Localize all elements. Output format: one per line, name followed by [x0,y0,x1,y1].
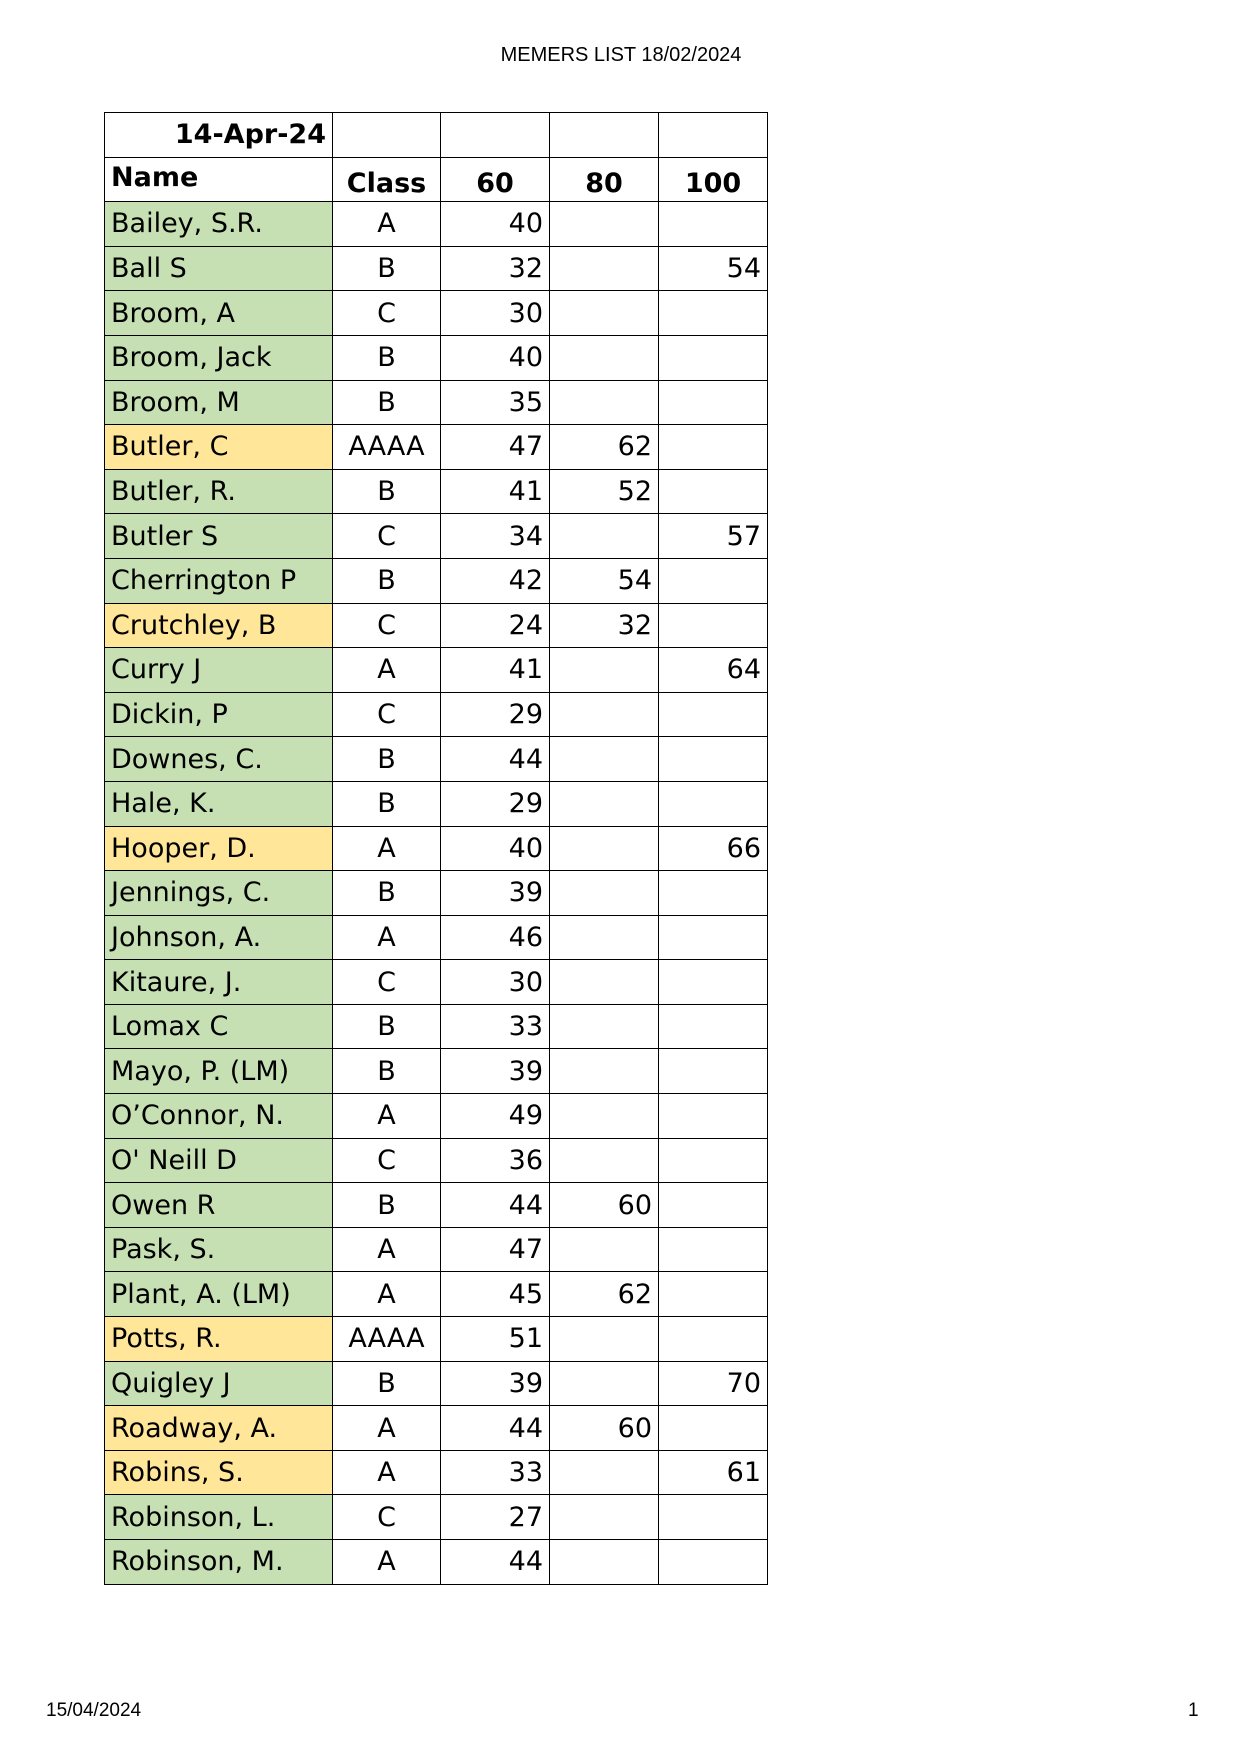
class-cell: C [333,514,441,559]
table-row [105,648,768,693]
member-name-cell: Pask, S. [105,1227,333,1272]
score-80-cell [550,1227,659,1272]
class-cell: A [333,826,441,871]
score-80-cell [550,692,659,737]
score-60-cell: 44 [441,737,550,782]
score-100-cell [659,558,768,603]
score-100-cell: 70 [659,1361,768,1406]
member-name-cell: Johnson, A. [105,915,333,960]
score-100-cell [659,425,768,470]
score-60-cell: 39 [441,871,550,916]
member-name-cell: Bailey, S.R. [105,202,333,247]
table-row [105,781,768,826]
page-number: 1 [1188,1700,1199,1721]
class-cell: B [333,781,441,826]
table-row [105,1361,768,1406]
class-cell: C [333,1495,441,1540]
class-cell: B [333,335,441,380]
class-cell: C [333,692,441,737]
table-row [105,1406,768,1451]
score-60-cell: 44 [441,1183,550,1228]
score-60-cell: 47 [441,1227,550,1272]
member-name-cell: Dickin, P [105,692,333,737]
score-60-cell: 24 [441,603,550,648]
class-cell: A [333,202,441,247]
class-cell: A [333,1406,441,1451]
member-name-cell: Mayo, P. (LM) [105,1049,333,1094]
member-name-cell: Lomax C [105,1004,333,1049]
score-60-cell: 27 [441,1495,550,1540]
table-row [105,826,768,871]
score-60-cell: 46 [441,915,550,960]
score-80-cell [550,202,659,247]
class-cell: B [333,558,441,603]
blank-cell [659,113,768,158]
table-row [105,603,768,648]
score-60-cell: 44 [441,1540,550,1585]
score-60-cell: 51 [441,1317,550,1362]
table-row [105,1495,768,1540]
blank-cell [441,113,550,158]
score-80-cell [550,1138,659,1183]
class-cell: A [333,915,441,960]
table-row [105,1227,768,1272]
score-80-cell: 32 [550,603,659,648]
member-name-cell: O’Connor, N. [105,1094,333,1139]
class-cell: A [333,1227,441,1272]
score-80-cell [550,1540,659,1585]
score-60-cell: 29 [441,692,550,737]
member-name-cell: Owen R [105,1183,333,1228]
score-100-cell [659,1183,768,1228]
score-60-cell: 40 [441,826,550,871]
score-60-cell: 29 [441,781,550,826]
member-name-cell: Potts, R. [105,1317,333,1362]
member-name-cell: Roadway, A. [105,1406,333,1451]
score-60-cell: 34 [441,514,550,559]
score-60-cell: 40 [441,202,550,247]
score-100-cell: 64 [659,648,768,693]
score-100-cell [659,781,768,826]
member-name-cell: Robinson, M. [105,1540,333,1585]
table-row [105,871,768,916]
member-name-cell: Robins, S. [105,1450,333,1495]
score-100-cell [659,1094,768,1139]
score-60-cell: 33 [441,1004,550,1049]
score-100-cell [659,737,768,782]
score-80-cell: 62 [550,1272,659,1317]
table-row [105,1049,768,1094]
date-row [105,113,768,158]
score-100-cell [659,1317,768,1362]
score-60-cell: 49 [441,1094,550,1139]
member-name-cell: Hale, K. [105,781,333,826]
class-cell: A [333,1450,441,1495]
table-row [105,202,768,247]
class-cell: C [333,1138,441,1183]
score-100-cell [659,1004,768,1049]
class-cell: AAAA [333,1317,441,1362]
blank-cell [333,113,441,158]
member-name-cell: Plant, A. (LM) [105,1272,333,1317]
table-row [105,514,768,559]
member-name-cell: Downes, C. [105,737,333,782]
column-header-60: 60 [441,157,550,202]
score-60-cell: 41 [441,469,550,514]
table-row [105,1094,768,1139]
member-name-cell: Hooper, D. [105,826,333,871]
score-100-cell [659,380,768,425]
class-cell: B [333,380,441,425]
class-cell: B [333,1183,441,1228]
score-80-cell [550,781,659,826]
score-80-cell: 60 [550,1183,659,1228]
score-100-cell [659,960,768,1005]
class-cell: B [333,469,441,514]
table-row [105,915,768,960]
page-title: MEMERS LIST 18/02/2024 [500,44,742,66]
class-cell: A [333,1272,441,1317]
column-header-80: 80 [550,157,659,202]
table-row [105,1317,768,1362]
table-row [105,1183,768,1228]
score-60-cell: 40 [441,335,550,380]
score-80-cell [550,1361,659,1406]
table-row [105,1540,768,1585]
class-cell: A [333,1094,441,1139]
score-60-cell: 32 [441,246,550,291]
class-cell: A [333,648,441,693]
score-100-cell: 66 [659,826,768,871]
score-60-cell: 44 [441,1406,550,1451]
class-cell: B [333,871,441,916]
class-cell: A [333,1540,441,1585]
class-cell: B [333,1004,441,1049]
members-table [104,112,768,1585]
class-cell: C [333,603,441,648]
score-100-cell [659,335,768,380]
score-60-cell: 45 [441,1272,550,1317]
score-100-cell [659,291,768,336]
sheet-date: 14-Apr-24 [105,113,333,158]
score-80-cell [550,335,659,380]
score-80-cell: 54 [550,558,659,603]
score-80-cell [550,960,659,1005]
table-row [105,1004,768,1049]
score-80-cell: 52 [550,469,659,514]
class-cell: B [333,1361,441,1406]
score-60-cell: 30 [441,291,550,336]
score-60-cell: 33 [441,1450,550,1495]
score-60-cell: 41 [441,648,550,693]
score-60-cell: 36 [441,1138,550,1183]
score-100-cell [659,1272,768,1317]
table-row [105,246,768,291]
column-header-100: 100 [659,157,768,202]
score-80-cell: 62 [550,425,659,470]
score-100-cell: 57 [659,514,768,559]
member-name-cell: Broom, Jack [105,335,333,380]
table-row [105,380,768,425]
member-name-cell: Butler, R. [105,469,333,514]
score-100-cell: 61 [659,1450,768,1495]
member-name-cell: Quigley J [105,1361,333,1406]
table-row [105,558,768,603]
score-80-cell [550,246,659,291]
score-100-cell [659,1049,768,1094]
score-100-cell: 54 [659,246,768,291]
class-cell: C [333,291,441,336]
table-row [105,335,768,380]
score-80-cell [550,826,659,871]
score-100-cell [659,202,768,247]
footer-date: 15/04/2024 [46,1700,142,1721]
score-100-cell [659,1406,768,1451]
score-100-cell [659,1540,768,1585]
score-60-cell: 42 [441,558,550,603]
score-80-cell [550,380,659,425]
table-row [105,469,768,514]
score-60-cell: 39 [441,1049,550,1094]
score-60-cell: 39 [441,1361,550,1406]
table-row [105,1138,768,1183]
score-60-cell: 47 [441,425,550,470]
table-row [105,1450,768,1495]
score-60-cell: 35 [441,380,550,425]
member-name-cell: Butler, C [105,425,333,470]
member-name-cell: Butler S [105,514,333,559]
class-cell: B [333,737,441,782]
column-header-name: Name [105,157,333,202]
member-name-cell: Crutchley, B [105,603,333,648]
score-80-cell [550,915,659,960]
score-80-cell [550,1317,659,1362]
member-name-cell: Kitaure, J. [105,960,333,1005]
score-100-cell [659,915,768,960]
member-name-cell: Broom, M [105,380,333,425]
score-60-cell: 30 [441,960,550,1005]
class-cell: AAAA [333,425,441,470]
member-name-cell: Curry J [105,648,333,693]
table-row [105,960,768,1005]
score-100-cell [659,692,768,737]
column-header-class: Class [333,157,441,202]
score-80-cell [550,1495,659,1540]
score-100-cell [659,603,768,648]
member-name-cell: Robinson, L. [105,1495,333,1540]
table-row [105,291,768,336]
table-row [105,737,768,782]
score-80-cell: 60 [550,1406,659,1451]
score-80-cell [550,648,659,693]
score-100-cell [659,1227,768,1272]
blank-cell [550,113,659,158]
member-name-cell: Cherrington P [105,558,333,603]
score-100-cell [659,1495,768,1540]
member-name-cell: Broom, A [105,291,333,336]
score-80-cell [550,291,659,336]
score-100-cell [659,871,768,916]
class-cell: B [333,1049,441,1094]
member-name-cell: Jennings, C. [105,871,333,916]
score-80-cell [550,871,659,916]
score-100-cell [659,1138,768,1183]
score-80-cell [550,1004,659,1049]
table-row [105,692,768,737]
score-80-cell [550,737,659,782]
score-80-cell [550,1450,659,1495]
table-row [105,425,768,470]
class-cell: B [333,246,441,291]
header-row [105,157,768,202]
member-name-cell: Ball S [105,246,333,291]
score-80-cell [550,1094,659,1139]
class-cell: C [333,960,441,1005]
table-row [105,1272,768,1317]
score-100-cell [659,469,768,514]
score-80-cell [550,514,659,559]
member-name-cell: O' Neill D [105,1138,333,1183]
score-80-cell [550,1049,659,1094]
